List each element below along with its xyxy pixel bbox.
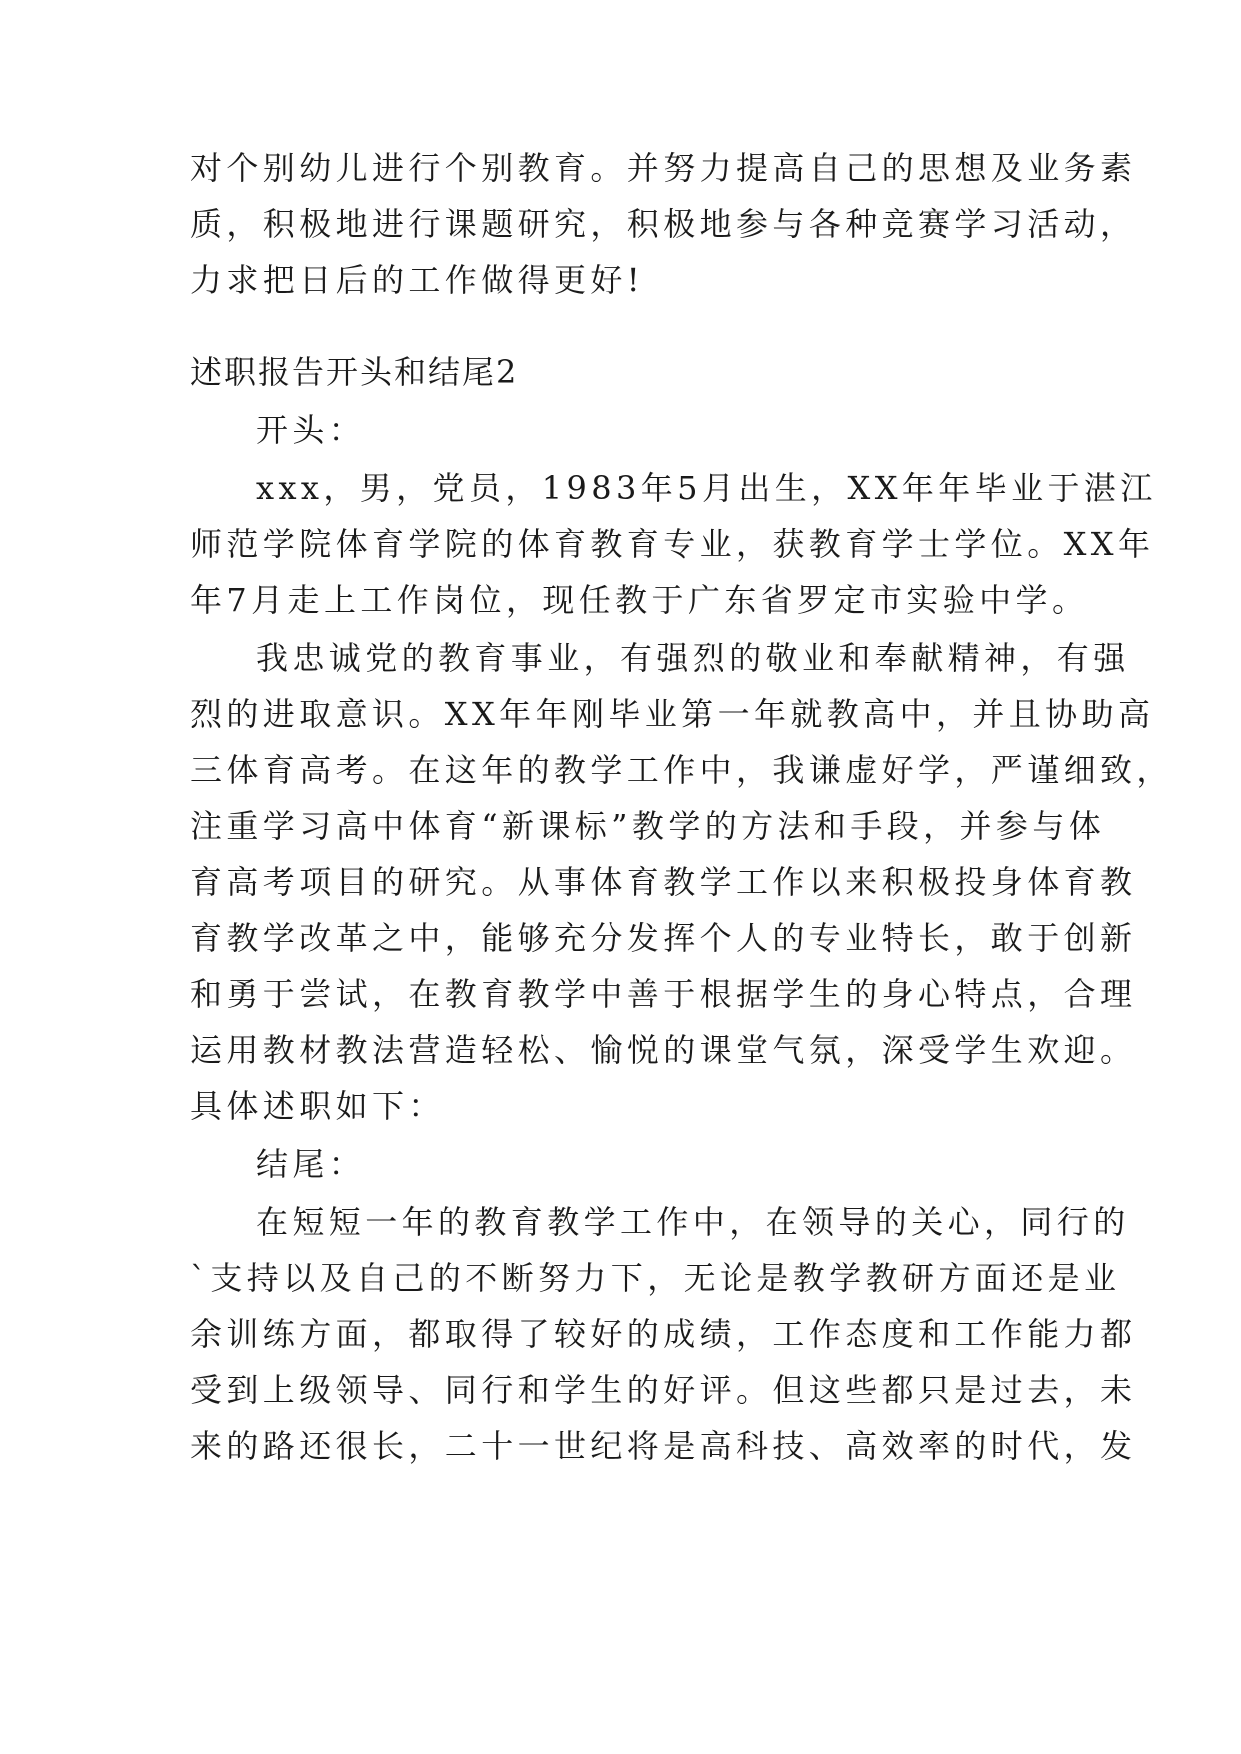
closing-label: 结尾： [256, 1145, 366, 1183]
para2-line-1: 我忠诚党的教育事业，有强烈的敬业和奉献精神，有强 [256, 639, 1130, 677]
para3-line-4: 受到上级领导、同行和学生的好评。但这些都只是过去，未 [190, 1371, 1137, 1409]
para3-line-5: 来的路还很长，二十一世纪将是高科技、高效率的时代，发 [190, 1427, 1137, 1465]
para3-line-3: 余训练方面，都取得了较好的成绩，工作态度和工作能力都 [190, 1315, 1137, 1353]
para2-line-8: 运用教材教法营造轻松、愉悦的课堂气氛，深受学生欢迎。 [190, 1031, 1137, 1069]
opening-label: 开头： [256, 411, 366, 449]
para2-line-4: 注重学习高中体育“新课标”教学的方法和手段，并参与体 [190, 807, 1106, 845]
para2-line-7: 和勇于尝试，在教育教学中善于根据学生的身心特点，合理 [190, 975, 1137, 1013]
para1-line-2: 师范学院体育学院的体育教育专业，获教育学士学位。XX年 [190, 525, 1155, 563]
intro-line-3: 力求把日后的工作做得更好! [190, 261, 645, 299]
section-title: 述职报告开头和结尾2 [190, 353, 519, 391]
para2-line-5: 育高考项目的研究。从事体育教学工作以来积极投身体育教 [190, 863, 1137, 901]
intro-line-1: 对个别幼儿进行个别教育。并努力提高自己的思想及业务素 [190, 149, 1137, 187]
para2-line-6: 育教学改革之中，能够充分发挥个人的专业特长，敢于创新 [190, 919, 1137, 957]
para1-line-1: xxx，男，党员，1983年5月出生，XX年年毕业于湛江 [256, 469, 1157, 507]
para1-line-3: 年7月走上工作岗位，现任教于广东省罗定市实验中学。 [190, 581, 1089, 619]
para2-line-9: 具体述职如下： [190, 1087, 445, 1125]
para2-line-2: 烈的进取意识。XX年年刚毕业第一年就教高中，并且协助高 [190, 695, 1155, 733]
intro-line-2: 质，积极地进行课题研究，积极地参与各种竞赛学习活动， [190, 205, 1137, 243]
para3-line-1: 在短短一年的教育教学工作中，在领导的关心，同行的 [256, 1203, 1130, 1241]
para2-line-3: 三体育高考。在这年的教学工作中，我谦虚好学，严谨细致， [190, 751, 1173, 789]
para3-line-2: `支持以及自己的不断努力下，无论是教学教研方面还是业 [190, 1259, 1121, 1297]
